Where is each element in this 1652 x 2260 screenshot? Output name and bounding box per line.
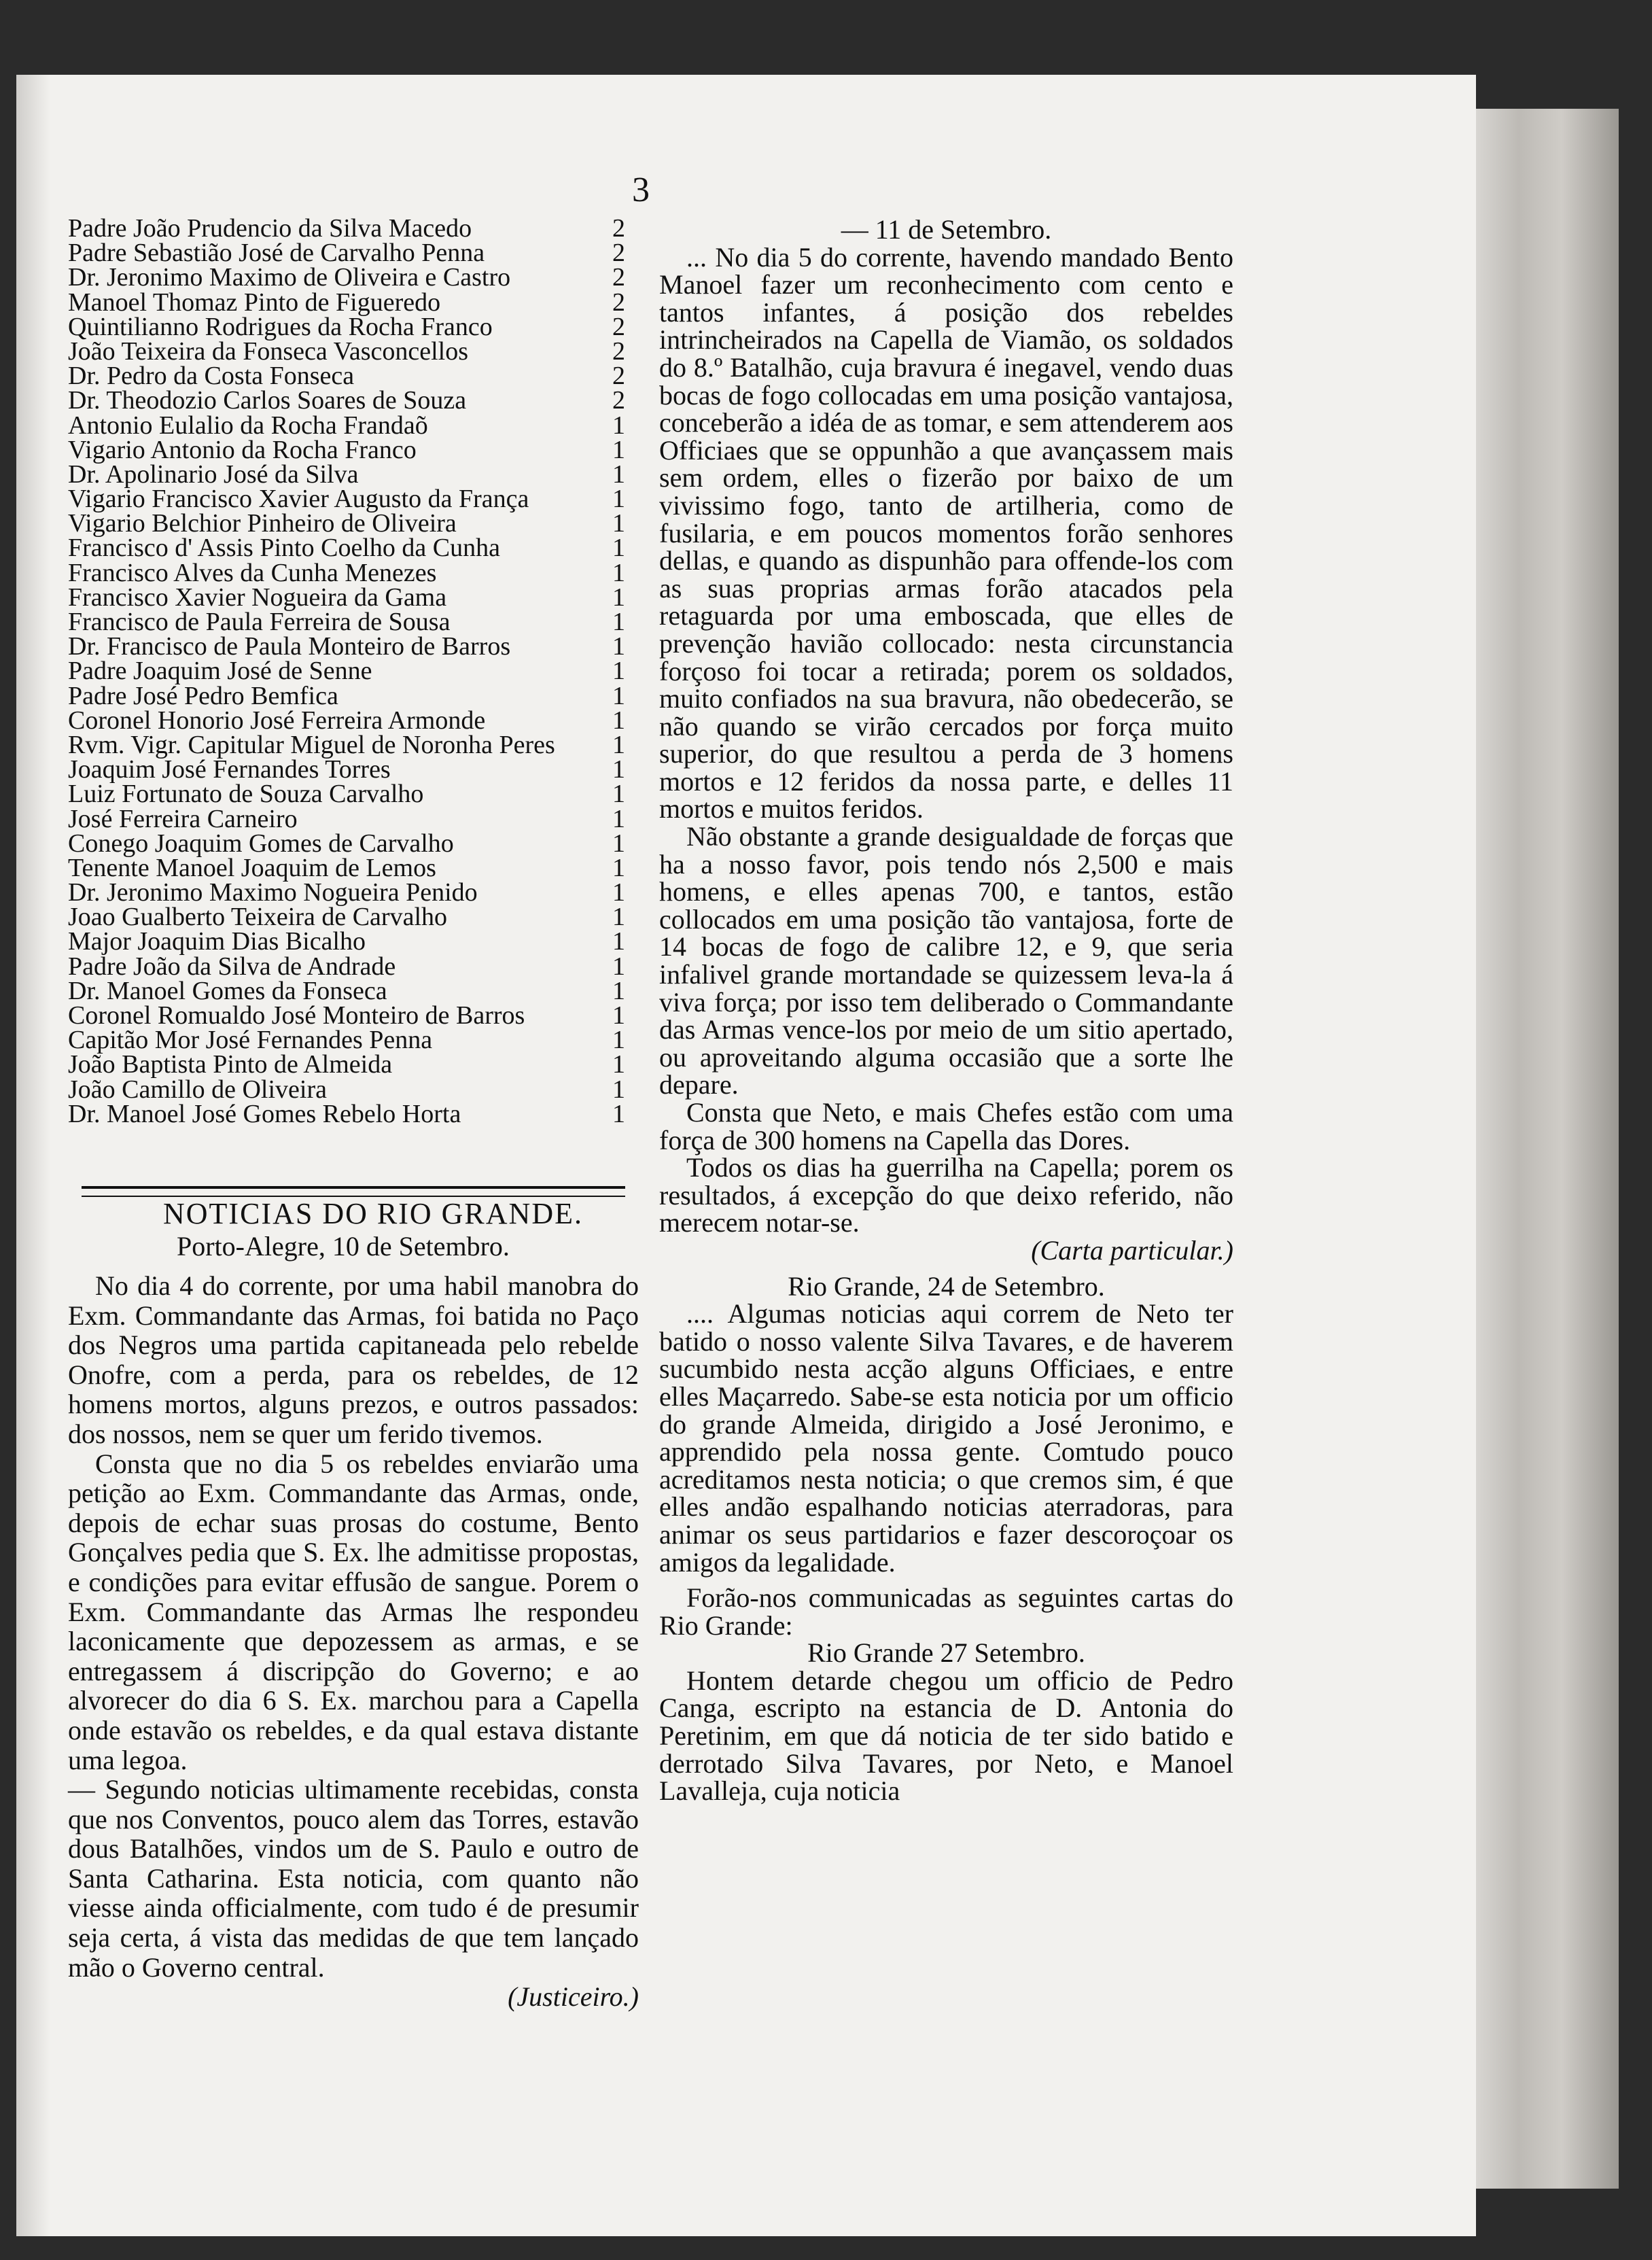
subscriber-row (68, 730, 625, 759)
right-source-1: (Carta particular.) (1031, 1234, 1233, 1266)
subscriber-count: 2 (612, 312, 625, 341)
subscriber-row (68, 435, 625, 464)
subscriber-row (68, 929, 625, 954)
subscriber-row (68, 954, 625, 979)
subscriber-row (68, 585, 625, 610)
subscriber-count: 2 (612, 362, 625, 391)
page-gutter (16, 75, 50, 2236)
subscriber-row (68, 1077, 625, 1102)
subscriber-row (68, 336, 625, 366)
subscriber-row (68, 265, 625, 290)
subscriber-name: Conego Joaquim Gomes de Carvalho (68, 829, 454, 858)
subscriber-count: 2 (612, 214, 625, 243)
subscriber-name: Coronel Honorio José Ferreira Armonde (68, 706, 486, 735)
subscriber-name: Manoel Thomaz Pinto de Figueredo (68, 288, 441, 317)
subscriber-count: 1 (612, 509, 625, 538)
subscriber-name: Dr. Manoel José Gomes Rebelo Horta (68, 1099, 461, 1128)
subscriber-row (68, 388, 625, 413)
subscriber-row (68, 290, 625, 315)
subscriber-row (68, 757, 625, 782)
page-number: 3 (632, 171, 650, 209)
right-dateline-2: Rio Grande, 24 de Setembro. (788, 1270, 1105, 1302)
right-dateline-1: — 11 de Setembro. (841, 214, 1052, 245)
subscriber-row (68, 511, 625, 536)
subscriber-list (68, 216, 625, 1126)
subscriber-name: Tenente Manoel Joaquim de Lemos (68, 853, 436, 882)
subscriber-name: Padre João Prudencio da Silva Macedo (68, 214, 472, 243)
subscriber-count: 2 (612, 263, 625, 292)
subscriber-count: 1 (612, 583, 625, 612)
right-paragraph: Não obstante a grande desigualdade de forças que ha a nosso favor, pois tendo nós 2,500 e mais homens, e elles apenas 700, e tantos, estão collocados em uma posição tão vantajosa, forte de 14 bocas de fogo de calibre 12, e 9, que seria infalivel grande mortandade se quizessem leva-la á viva força; por isso tem deliberado o Commandante das Armas vence-los por meio de um sitio apertado, ou aproveitando alguma occasião que a sorte lhe depare. (659, 821, 1233, 1100)
subscriber-count: 1 (612, 804, 625, 833)
right-paragraph: ... No dia 5 do corrente, havendo mandado Bento Manoel fazer um reconhecimento com cento e tantos infantes, á posição dos rebeldes intrincheirados na Capella de Viamão, os soldados do 8.º Batalhão, cuja bravura é inegavel, vendo duas bocas de fogo collocadas em uma posição vantajosa, conceberão a idéa de as tomar, e sem attenderem aos Officiaes que se oppunhão a que avançassem mais sem ordem, elles o fizerão por baixo de um vivissimo fogo, tanto de artilheria, como de fusilaria, e em poucos momentos forão senhores dellas, e quando as dispunhão para offende-los com as suas proprias armas forão atacados pela retaguarda por uma emboscada, que elles de prevenção havião collocado: nesta circunstancia forçoso foi tocar a retirada; porem os soldados, muito confiados na sua bravura, não obedecerão, se não quando se virão cercados por força muito superior, do que resultou a perda de 3 homens mortos e 12 feridos da nossa parte, e delles 11 mortos e muitos feridos. (659, 241, 1233, 824)
subscriber-count: 2 (612, 239, 625, 268)
subscriber-count: 1 (612, 435, 625, 464)
subscriber-row (68, 239, 625, 268)
subscriber-row (68, 1052, 625, 1077)
subscriber-row (68, 1003, 625, 1028)
subscriber-name: Rvm. Vigr. Capitular Miguel de Noronha Peres (68, 730, 555, 759)
subscriber-row (68, 413, 625, 438)
subscriber-row (68, 657, 625, 686)
book-page-edges (1476, 109, 1619, 2189)
subscriber-row (68, 880, 625, 905)
subscriber-count: 1 (612, 853, 625, 882)
subscriber-count: 1 (612, 681, 625, 710)
left-paragraph: — Segundo noticias ultimamente recebidas, consta que nos Conventos, pouco alem das Torres, estavão dous Batalhões, vindos um de S. Paulo e outro de Santa Catharina. Esta noticia, com quanto não viesse ainda officialmente, com tudo é de presumir seja certa, á vista das medidas de que tem lançado mão o Governo central. (68, 1774, 639, 1983)
subscriber-name: Antonio Eulalio da Rocha Frandaõ (68, 411, 428, 440)
subscriber-name: José Ferreira Carneiro (68, 804, 298, 833)
subscriber-row (68, 216, 625, 241)
right-paragraph: .... Algumas noticias aqui correm de Neto ter batido o nosso valente Silva Tavares, e de haverem sucumbido nesta acção alguns Officiaes, e entre elles Maçarredo. Sabe-se esta noticia por um officio do grande Almeida, dirigido a José Jeronimo, e apprendido pela nossa gente. Comtudo pouco acreditamos nesta noticia; o que cremos sim, é que elles andão espalhando noticias aterradoras, para animar os seus partidarios e fazer descoroçoar os amigos da legalidade. (659, 1298, 1233, 1578)
subscriber-count: 1 (612, 780, 625, 809)
section-divider (82, 1186, 625, 1197)
subscriber-count: 1 (612, 485, 625, 514)
subscriber-name: Padre João da Silva de Andrade (68, 952, 396, 981)
subscriber-name: João Baptista Pinto de Almeida (68, 1050, 393, 1079)
left-source: (Justiceiro.) (508, 1981, 639, 2013)
subscriber-row (68, 681, 625, 710)
subscriber-name: Dr. Apolinario José da Silva (68, 459, 359, 489)
subscriber-row (68, 634, 625, 659)
subscriber-name: Joao Gualberto Teixeira de Carvalho (68, 903, 447, 932)
subscriber-name: Luiz Fortunato de Souza Carvalho (68, 780, 424, 809)
subscriber-name: Capitão Mor José Fernandes Penna (68, 1026, 433, 1055)
left-paragraph: Consta que no dia 5 os rebeldes enviarão uma petição ao Exm. Commandante das Armas, onde, depois de echar suas prosas do costume, Bento Gonçalves pedia que S. Ex. lhe admitisse propostas, e condições para evitar effusão de sangue. Porem o Exm. Commandante das Armas lhe respondeu laconicamente que depozessem as armas, e se entregassem á discripção do Governo; e ao alvorecer do dia 6 S. Ex. marchou para a Capella onde estavão os rebeldes, e da qual estava distante uma legoa. (68, 1448, 639, 1775)
subscriber-name: Vigario Francisco Xavier Augusto da França (68, 485, 529, 514)
subscriber-row (68, 485, 625, 514)
subscriber-row (68, 610, 625, 634)
subscriber-row (68, 831, 625, 856)
left-article (68, 1271, 639, 2012)
right-paragraph: Consta que Neto, e mais Chefes estão com uma força de 300 homens na Capella das Dores. (659, 1097, 1233, 1155)
subscriber-name: Coronel Romualdo José Monteiro de Barros (68, 1001, 525, 1030)
subscriber-name: Francisco Alves da Cunha Menezes (68, 558, 437, 587)
subscriber-count: 1 (612, 755, 625, 784)
subscriber-count: 1 (612, 534, 625, 563)
subscriber-name: Padre José Pedro Bemfica (68, 681, 338, 710)
subscriber-count: 1 (612, 459, 625, 489)
subscriber-count: 1 (612, 878, 625, 907)
subscriber-name: Vigario Belchior Pinheiro de Oliveira (68, 509, 457, 538)
section-title: NOTICIAS DO RIO GRANDE. (163, 1197, 583, 1230)
subscriber-name: Francisco de Paula Ferreira de Sousa (68, 608, 451, 636)
subscriber-count: 1 (612, 903, 625, 932)
subscriber-name: Padre Joaquim José de Senne (68, 657, 372, 686)
subscriber-name: Dr. Theodozio Carlos Soares de Souza (68, 386, 467, 415)
subscriber-count: 1 (612, 1001, 625, 1030)
subscriber-count: 1 (612, 1075, 625, 1104)
subscriber-row (68, 804, 625, 833)
subscriber-count: 1 (612, 976, 625, 1005)
subscriber-row (68, 903, 625, 932)
subscriber-count: 1 (612, 730, 625, 759)
subscriber-row (68, 1099, 625, 1128)
subscriber-row (68, 459, 625, 489)
subscriber-row (68, 312, 625, 341)
subscriber-row (68, 708, 625, 733)
subscriber-count: 1 (612, 927, 625, 956)
subscriber-row (68, 780, 625, 809)
subscriber-count: 1 (612, 1026, 625, 1055)
subscriber-row (68, 1026, 625, 1055)
subscriber-count: 2 (612, 386, 625, 415)
subscriber-name: Dr. Jeronimo Maximo de Oliveira e Castro (68, 263, 511, 292)
right-paragraph: Forão-nos communicadas as seguintes cartas do Rio Grande: (659, 1582, 1233, 1641)
subscriber-name: João Teixeira da Fonseca Vasconcellos (68, 336, 468, 366)
subscriber-name: Dr. Pedro da Costa Fonseca (68, 362, 355, 391)
subscriber-name: Quintilianno Rodrigues da Rocha Franco (68, 312, 493, 341)
subscriber-name: Dr. Francisco de Paula Monteiro de Barros (68, 632, 511, 661)
subscriber-name: Major Joaquim Dias Bicalho (68, 927, 366, 956)
subscriber-row (68, 558, 625, 587)
right-paragraph: Todos os dias ha guerrilha na Capella; porem os resultados, á excepção do que deixo referido, não merecem notar-se. (659, 1152, 1233, 1238)
subscriber-name: Vigario Antonio da Rocha Franco (68, 435, 417, 464)
subscriber-row (68, 362, 625, 391)
subscriber-name: Dr. Manoel Gomes da Fonseca (68, 976, 387, 1005)
subscriber-row (68, 534, 625, 563)
left-dateline: Porto-Alegre, 10 de Setembro. (177, 1231, 510, 1262)
subscriber-name: Francisco d' Assis Pinto Coelho da Cunha (68, 534, 500, 563)
left-paragraph: No dia 4 do corrente, por uma habil manobra do Exm. Commandante das Armas, foi batida no Paço dos Negros uma partida capitaneada pelo rebelde Onofre, com a perda, para os rebeldes, de 12 homens mortos, alguns prezos, e outros passados: dos nossos, nem se quer um ferido tivemos. (68, 1270, 639, 1449)
right-dateline-3: Rio Grande 27 Setembro. (807, 1637, 1085, 1669)
subscriber-row (68, 853, 625, 882)
subscriber-count: 1 (612, 632, 625, 661)
subscriber-count: 1 (612, 829, 625, 858)
subscriber-name: Francisco Xavier Nogueira da Gama (68, 583, 447, 612)
subscriber-count: 1 (612, 558, 625, 587)
subscriber-count: 1 (612, 608, 625, 636)
subscriber-name: Padre Sebastião José de Carvalho Penna (68, 239, 485, 268)
right-paragraph: Hontem detarde chegou um officio de Pedro Canga, escripto na estancia de D. Antonia do Peretinim, em que dá noticia de ter sido batido e derrotado Silva Tavares, por Neto, e Manoel Lavalleja, cuja noticia (659, 1665, 1233, 1807)
subscriber-count: 2 (612, 336, 625, 366)
subscriber-name: Joaquim José Fernandes Torres (68, 755, 391, 784)
subscriber-count: 1 (612, 952, 625, 981)
subscriber-count: 1 (612, 1050, 625, 1079)
subscriber-count: 1 (612, 706, 625, 735)
subscriber-count: 1 (612, 1099, 625, 1128)
subscriber-count: 1 (612, 411, 625, 440)
subscriber-count: 2 (612, 288, 625, 317)
subscriber-count: 1 (612, 657, 625, 686)
subscriber-name: João Camillo de Oliveira (68, 1075, 327, 1104)
subscriber-name: Dr. Jeronimo Maximo Nogueira Penido (68, 878, 478, 907)
right-article (659, 216, 1233, 1805)
subscriber-row (68, 976, 625, 1005)
